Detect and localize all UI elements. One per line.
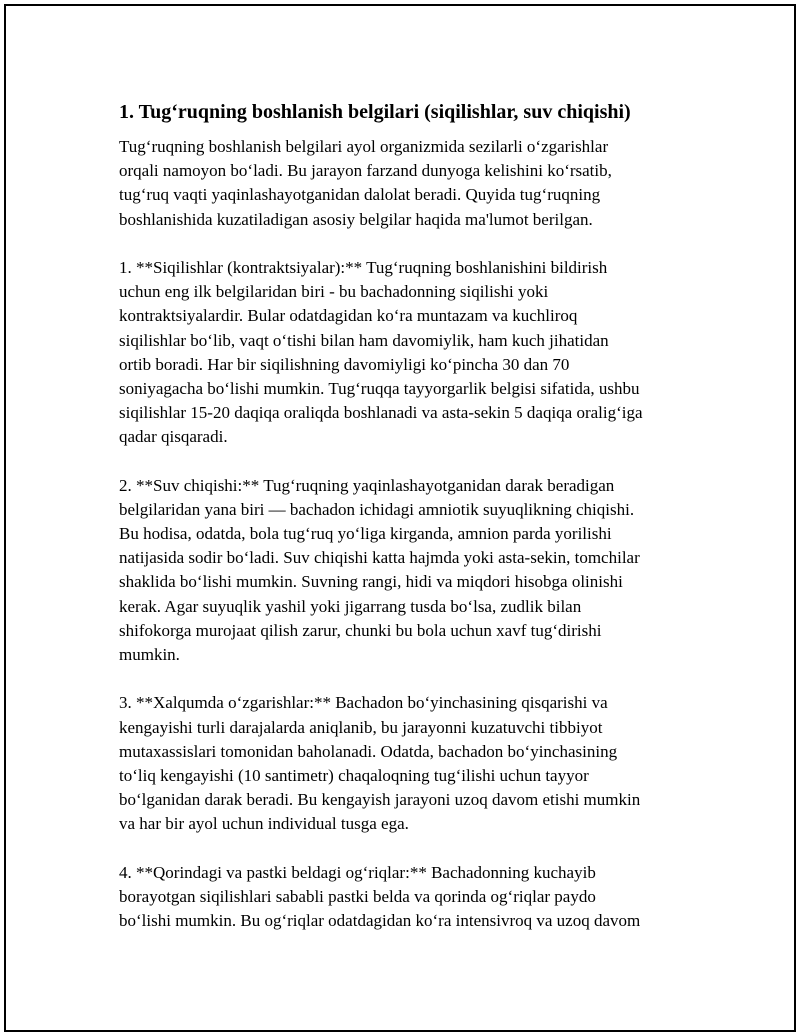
- text-line: 3. **Xalqumda o‘zgarishlar:** Bachadon bo‘yinchasining qisqarishi va: [119, 693, 608, 713]
- text-line: natijasida sodir bo‘ladi. Suv chiqishi katta hajmda yoki asta-sekin, tomchilar: [119, 548, 640, 568]
- text-line: uchun eng ilk belgilaridan biri - bu bachadonning siqilishi yoki: [119, 282, 549, 302]
- paragraph-contractions: [119, 256, 699, 450]
- text-line: bo‘lganidan darak beradi. Bu kengayish jarayoni uzoq davom etishi mumkin: [119, 790, 641, 810]
- text-line: ortib boradi. Har bir siqilishning davomiyligi ko‘pincha 30 dan 70: [119, 354, 570, 374]
- text-line: mumkin.: [119, 644, 180, 664]
- text-line: siqilishlar 15-20 daqiqa oraliqda boshlanadi va asta-sekin 5 daqiqa oralig‘iga: [119, 403, 643, 423]
- text-line: bo‘lishi mumkin. Bu og‘riqlar odatdagidan ko‘ra intensivroq va uzoq davom: [119, 911, 641, 930]
- text-line: siqilishlar bo‘lib, vaqt o‘tishi bilan ham davomiylik, ham kuch jihatidan: [119, 330, 609, 350]
- page-frame: [4, 4, 796, 1032]
- text-line: va har bir ayol uchun individual tusga ega.: [119, 814, 409, 834]
- text-line: tug‘ruq vaqti yaqinlashayotganidan dalolat beradi. Quyida tug‘ruqning: [119, 185, 601, 205]
- text-line: to‘liq kengayishi (10 santimetr) chaqaloqning tug‘ilishi uchun tayyor: [119, 765, 589, 785]
- text-line: belgilaridan yana biri — bachadon ichidagi amniotik suyuqlikning chiqishi.: [119, 499, 635, 519]
- text-line: kengayishi turli darajalarda aniqlanib, bu jarayonni kuzatuvchi tibbiyot: [119, 717, 603, 737]
- text-line: boshlanishida kuzatiladigan asosiy belgilar haqida ma'lumot berilgan.: [119, 209, 593, 229]
- text-line: 1. **Siqilishlar (kontraktsiyalar):** Tug‘ruqning boshlanishini bildirish: [119, 257, 608, 277]
- paragraph-water-breaking: [119, 474, 699, 668]
- paragraph-spacer: [119, 667, 699, 691]
- text-line: kontraktsiyalardir. Bular odatdagidan ko‘ra muntazam va kuchliroq: [119, 306, 578, 326]
- paragraph-spacer: [119, 449, 699, 473]
- text-line: soniyagacha bo‘lishi mumkin. Tug‘ruqqa tayyorgarlik belgisi sifatida, ushbu: [119, 378, 640, 398]
- text-line: shaklida bo‘lishi mumkin. Suvning rangi, hidi va miqdori hisobga olinishi: [119, 572, 623, 592]
- text-line: borayotgan siqilishlari sababli pastki belda va qorinda og‘riqlar paydo: [119, 886, 596, 906]
- text-line: orqali namoyon bo‘ladi. Bu jarayon farzand dunyoga kelishini ko‘rsatib,: [119, 161, 612, 181]
- text-line: 4. **Qorindagi va pastki beldagi og‘riqlar:** Bachadonning kuchayib: [119, 862, 596, 882]
- text-line: kerak. Agar suyuqlik yashil yoki jigarrang tusda bo‘lsa, zudlik bilan: [119, 596, 582, 616]
- text-line: 2. **Suv chiqishi:** Tug‘ruqning yaqinlashayotganidan darak beradigan: [119, 475, 615, 495]
- document-content: [119, 100, 699, 933]
- text-line: shifokorga murojaat qilish zarur, chunki bu bola uchun xavf tug‘dirishi: [119, 620, 602, 640]
- paragraph-spacer: [119, 836, 699, 860]
- paragraph-spacer: [119, 232, 699, 256]
- paragraph-intro: [119, 135, 699, 232]
- paragraph-cervix-changes: [119, 691, 699, 836]
- text-line: qadar qisqaradi.: [119, 427, 228, 447]
- text-line: Bu hodisa, odatda, bola tug‘ruq yo‘liga kirganda, amnion parda yorilishi: [119, 524, 612, 543]
- text-line: Tug‘ruqning boshlanish belgilari ayol organizmida sezilarli o‘zgarishlar: [119, 137, 609, 156]
- text-line: mutaxassislari tomonidan baholanadi. Odatda, bachadon bo‘yinchasining: [119, 741, 618, 761]
- paragraph-pain: [119, 861, 699, 934]
- document-heading: 1. Tug‘ruqning boshlanish belgilari (siqilishlar, suv chiqishi): [119, 101, 631, 123]
